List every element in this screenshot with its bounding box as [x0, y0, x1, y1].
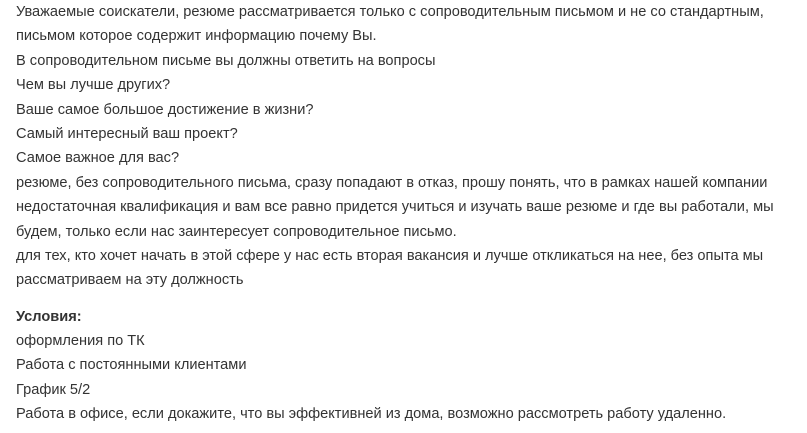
condition-item: Работа с постоянными клиентами — [16, 357, 247, 374]
intro-line: В сопроводительном письме вы должны ответить на вопросы — [16, 52, 436, 69]
intro-line: недостаточная квалификация и вам все равно придется учиться и изучать ваше резюме и где вы работали, мы — [16, 199, 774, 216]
intro-line: для тех, кто хочет начать в этой сфере у нас есть вторая вакансия и лучше откликаться на нее, без опыта мы — [16, 247, 764, 264]
question-line: Ваше самое большое достижение в жизни? — [16, 101, 314, 118]
question-line: Самое важное для вас? — [16, 150, 180, 167]
question-line: Самый интересный ваш проект? — [16, 125, 238, 142]
condition-item: Работа в офисе, если докажите, что вы эффективней из дома, возможно рассмотреть работу удаленно. — [16, 406, 727, 423]
intro-line: Уважаемые соискатели, резюме рассматривается только с сопроводительным письмом и не со стандартным, — [16, 4, 764, 20]
intro-line: резюме, без сопроводительного письма, сразу попадают в отказ, прошу понять, что в рамках нашей компании — [16, 174, 768, 191]
condition-item: оформления по ТК — [16, 333, 145, 350]
question-line: Чем вы лучше других? — [16, 77, 171, 94]
condition-item: График 5/2 — [16, 381, 91, 398]
paragraph-spacer — [16, 293, 774, 305]
intro-line: письмом которое содержит информацию почему Вы. — [16, 28, 377, 45]
intro-line: рассматриваем на эту должность — [16, 272, 244, 289]
intro-line: будем, только если нас заинтересует сопроводительное письмо. — [16, 223, 457, 240]
conditions-heading: Условия: — [16, 308, 82, 325]
description-text — [16, 0, 774, 427]
